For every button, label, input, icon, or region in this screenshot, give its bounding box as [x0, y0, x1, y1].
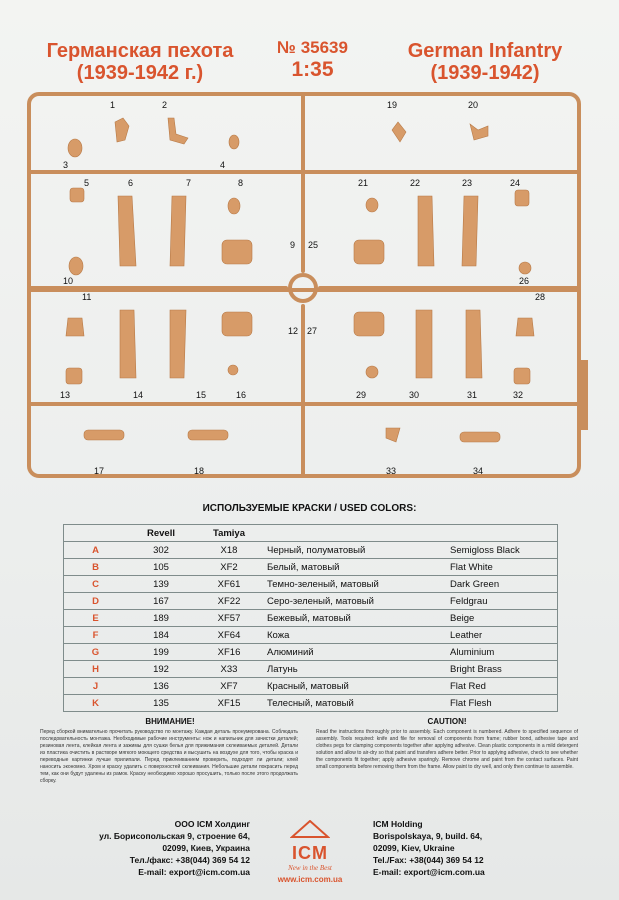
part-arm: [84, 430, 124, 440]
header-cell: [263, 525, 446, 542]
part-number: 14: [133, 390, 144, 400]
address-en: [373, 818, 553, 878]
part-number: 18: [194, 466, 205, 476]
part-torso: [354, 312, 384, 336]
paints-table: [63, 524, 558, 712]
title-ru-text: Германская пехота: [46, 40, 234, 62]
revell-code: 139: [127, 576, 195, 593]
color-name-en: Semigloss Black: [446, 542, 558, 559]
paint-letter: A: [64, 542, 128, 559]
color-name-ru: Телесный, матовый: [263, 695, 446, 712]
color-name-en: Dark Green: [446, 576, 558, 593]
address-line: ICM Holding: [373, 819, 423, 829]
revell-code: 199: [127, 644, 195, 661]
tamiya-code: XF64: [195, 627, 263, 644]
color-name-ru: Темно-зеленый, матовый: [263, 576, 446, 593]
tamiya-code: XF7: [195, 678, 263, 695]
part-number: 16: [236, 390, 247, 400]
revell-code: 189: [127, 610, 195, 627]
color-name-ru: Бежевый, матовый: [263, 610, 446, 627]
color-name-ru: Серо-зеленый, матовый: [263, 593, 446, 610]
header-cell: [446, 525, 558, 542]
paint-letter: E: [64, 610, 128, 627]
address-line: E-mail: export@icm.com.ua: [373, 867, 485, 877]
tamiya-code: XF15: [195, 695, 263, 712]
years-ru-text: (1939-1942 г.): [76, 62, 204, 84]
paint-letter: D: [64, 593, 128, 610]
part-leg: [120, 310, 136, 378]
paint-row: [64, 678, 558, 695]
address-line: 02099, Kiev, Ukraine: [373, 843, 455, 853]
logo-triangle-icon: [290, 820, 330, 838]
logo-tagline: New in the Best: [288, 864, 332, 872]
color-name-ru: Белый, матовый: [263, 559, 446, 576]
color-name-en: Flat White: [446, 559, 558, 576]
tamiya-code: XF2: [195, 559, 263, 576]
part-leg: [170, 310, 186, 378]
paint-row: [64, 576, 558, 593]
part-arm: [168, 118, 188, 144]
tamiya-code: XF16: [195, 644, 263, 661]
part-pouch: [515, 190, 529, 206]
part-pouch: [516, 318, 534, 336]
revell-code: 136: [127, 678, 195, 695]
part-number: 21: [358, 178, 369, 188]
tamiya-code: X33: [195, 661, 263, 678]
warning-title-en: CAUTION!: [427, 717, 467, 726]
tamiya-code: XF22: [195, 593, 263, 610]
color-name-en: Feldgrau: [446, 593, 558, 610]
part-number: 10: [63, 276, 74, 286]
revell-code: 167: [127, 593, 195, 610]
part-arm: [188, 430, 228, 440]
part-number: 3: [63, 160, 69, 170]
color-name-en: Flat Flesh: [446, 695, 558, 712]
part-number: 29: [356, 390, 367, 400]
part-number: 4: [220, 160, 226, 170]
paint-row: [64, 593, 558, 610]
part-number: 9: [290, 240, 296, 250]
part-number: 15: [196, 390, 207, 400]
catalog-number: № 35639: [277, 38, 348, 57]
color-name-en: Aluminium: [446, 644, 558, 661]
sprue-frame: [29, 94, 579, 476]
paint-letter: C: [64, 576, 128, 593]
title-en-text: German Infantry: [407, 40, 563, 62]
paints-header-row: [64, 525, 558, 542]
logo-text: ICM: [292, 843, 328, 863]
part-number: 24: [510, 178, 521, 188]
paint-row: [64, 610, 558, 627]
header-cell: [64, 525, 128, 542]
color-name-en: Beige: [446, 610, 558, 627]
part-number: 19: [387, 100, 398, 110]
address-line: 02099, Киев, Украина: [162, 843, 250, 853]
part-number: 5: [84, 178, 90, 188]
part-number: 2: [162, 100, 168, 110]
part-number: 31: [467, 390, 478, 400]
part-number: 26: [519, 276, 530, 286]
part-head: [366, 198, 378, 212]
part-pouch: [66, 368, 82, 384]
paint-row: [64, 627, 558, 644]
header-cell: Tamiya: [195, 525, 263, 542]
paint-row: [64, 661, 558, 678]
part-number: 22: [410, 178, 421, 188]
warning-title-ru: ВНИМАНИЕ!: [145, 717, 195, 726]
address-line: ул. Борисопольская 9, строение 64,: [99, 831, 250, 841]
part-number: 6: [128, 178, 134, 188]
color-name-ru: Черный, полуматовый: [263, 542, 446, 559]
color-name-ru: Алюминий: [263, 644, 446, 661]
part-pouch: [70, 188, 84, 202]
revell-code: 105: [127, 559, 195, 576]
paint-letter: G: [64, 644, 128, 661]
paint-letter: F: [64, 627, 128, 644]
part-torso: [354, 240, 384, 264]
part-number: 25: [308, 240, 319, 250]
warning-text-ru: Перед сборкой внимательно прочитать руководство по монтажу. Каждая деталь пронумерована. Соблюдать последовательность монтажа. Необходимые рабочие инструменты: нож и напильник для зачистки деталей; резиновая лента, клейкая лента и зажимы для сушки белья для прижимания склеиваемых деталей. Детали из пластика очистить в растворе мягкого моющего средства и высушить на воздухе для того, чтобы краска и переводные картинки лучше прилипали. Перед приклеиванием проверить, подходят ли детали; клей наносить экономно. Хром и краску удалить с поверхностей склеивания. Небольшие детали покрасить перед тем, как они будут удалены из рамок. Краску необходимо хорошо просушить, только после этого продолжать сборку.: [40, 729, 298, 784]
tamiya-code: XF57: [195, 610, 263, 627]
part-leg: [416, 310, 432, 378]
paint-row: [64, 695, 558, 712]
color-name-en: Flat Red: [446, 678, 558, 695]
address-line: Тел./факс: +38(044) 369 54 12: [129, 855, 250, 865]
color-name-en: Bright Brass: [446, 661, 558, 678]
color-name-ru: Красный, матовый: [263, 678, 446, 695]
address-ru: [80, 818, 250, 878]
part-number: 20: [468, 100, 479, 110]
paint-row: [64, 644, 558, 661]
part-number: 28: [535, 292, 546, 302]
paint-row: [64, 559, 558, 576]
paint-row: [64, 542, 558, 559]
part-hand: [229, 135, 239, 149]
part-number: 23: [462, 178, 473, 188]
part-leg: [118, 196, 136, 266]
part-number: 32: [513, 390, 524, 400]
paint-letter: K: [64, 695, 128, 712]
revell-code: 135: [127, 695, 195, 712]
part-helmet: [519, 262, 531, 274]
part-number: 17: [94, 466, 105, 476]
part-hand: [68, 139, 82, 157]
revell-code: 192: [127, 661, 195, 678]
warning-text-en: Read the instructions thoroughly prior to assembly. Each component is numbered. Adhere to specified sequence of assembly. Tools required: knife and file for removal of components from frame; rubber bond, adhesive tape and clothes pegs for clamping components together after applying adhesive. Clean plastic components in a mild detergent solution and allow to air-dry so that paint and transfers adhere better. Prior to applying adhesive, check to see whether the components fit together; apply adhesive sparingly. Remove chrome and paint from the contact surfaces. Paint small components before removing them from the frame. Allow paint to dry well, and only then continue to assemble.: [316, 729, 578, 770]
part-number: 34: [473, 466, 484, 476]
color-name-ru: Латунь: [263, 661, 446, 678]
part-number: 12: [288, 326, 299, 336]
scale-label: 1:35: [291, 58, 334, 81]
sprue-tab: [578, 360, 588, 430]
website-link[interactable]: www.icm.com.ua: [277, 875, 343, 884]
paints-title: ИСПОЛЬЗУЕМЫЕ КРАСКИ / USED COLORS:: [202, 503, 417, 514]
address-line: ООО ICM Холдинг: [174, 819, 250, 829]
part-leg: [466, 310, 482, 378]
part-number: 1: [110, 100, 116, 110]
address-line: E-mail: export@icm.com.ua: [138, 867, 250, 877]
part-number: 7: [186, 178, 192, 188]
address-line: Tel./Fax: +38(044) 369 54 12: [373, 855, 484, 865]
part-hand: [386, 428, 400, 442]
part-small: [366, 366, 378, 378]
part-torso: [222, 312, 252, 336]
revell-code: 184: [127, 627, 195, 644]
color-name-en: Leather: [446, 627, 558, 644]
part-collar: [69, 257, 83, 275]
part-leg: [170, 196, 186, 266]
part-number: 8: [238, 178, 244, 188]
part-small: [228, 365, 238, 375]
part-number: 13: [60, 390, 71, 400]
part-head: [228, 198, 240, 214]
part-arm: [470, 124, 488, 140]
part-number: 33: [386, 466, 397, 476]
part-pouch: [514, 368, 530, 384]
paint-letter: J: [64, 678, 128, 695]
part-number: 30: [409, 390, 420, 400]
part-leg: [462, 196, 478, 266]
address-line: Borispolskaya, 9, build. 64,: [373, 831, 483, 841]
header-cell: Revell: [127, 525, 195, 542]
paint-letter: B: [64, 559, 128, 576]
part-number: 11: [82, 292, 92, 302]
revell-code: 302: [127, 542, 195, 559]
icm-logo: [262, 820, 358, 890]
part-number: 27: [307, 326, 318, 336]
part-arm: [115, 118, 129, 142]
part-arm: [392, 122, 406, 142]
years-en-text: (1939-1942): [430, 62, 540, 84]
color-name-ru: Кожа: [263, 627, 446, 644]
part-pouch: [66, 318, 84, 336]
tamiya-code: XF61: [195, 576, 263, 593]
part-arm: [460, 432, 500, 442]
part-leg: [418, 196, 434, 266]
part-torso: [222, 240, 252, 264]
tamiya-code: X18: [195, 542, 263, 559]
paint-letter: H: [64, 661, 128, 678]
